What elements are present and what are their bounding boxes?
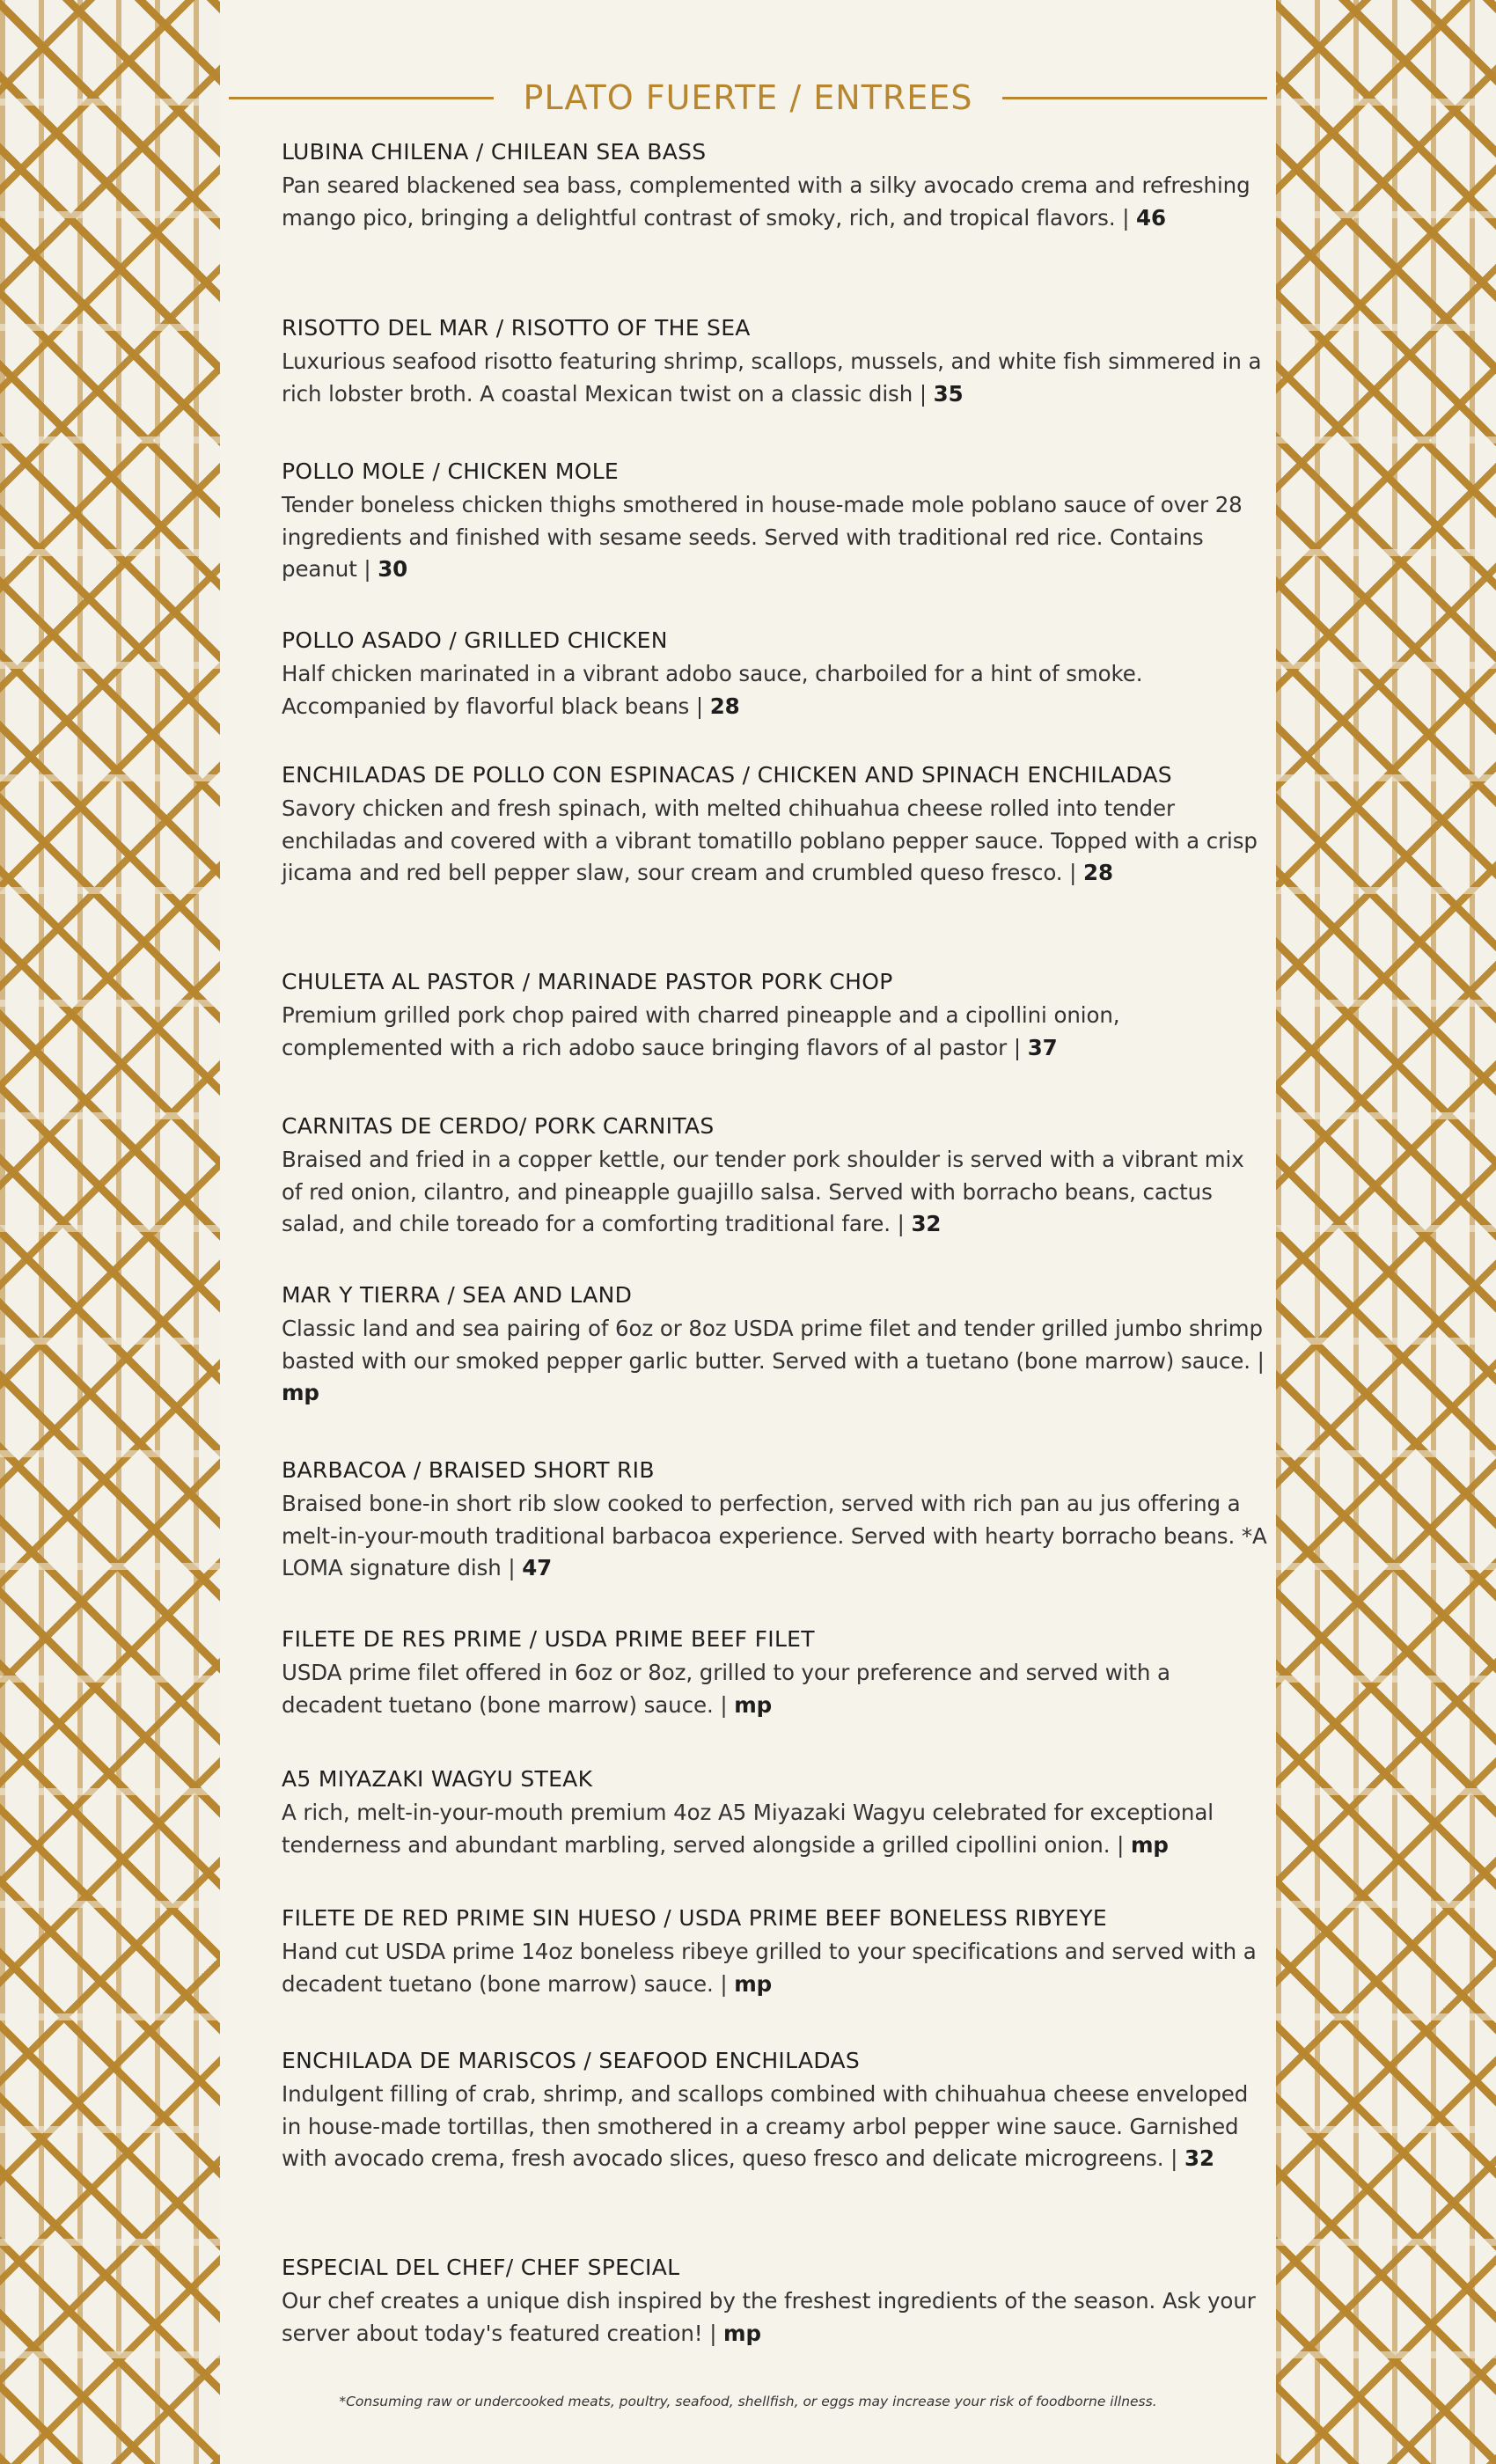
menu-item-description: [282, 658, 1267, 722]
menu-item-price: mp: [723, 2320, 761, 2346]
menu-item-title: CHULETA AL PASTOR / MARINADE PASTOR PORK CHOP: [282, 969, 893, 994]
description-text: Premium grilled pork chop paired with charred pineapple and a cipollini onion, complemented with a rich adobo sauce bringing flavors of al pastor |: [282, 1002, 1120, 1060]
description-text: Pan seared blackened sea bass, complemented with a silky avocado crema and refreshing mango pico, bringing a delightful contrast of smoky, rich, and tropical flavors. |: [282, 172, 1250, 231]
menu-item: [282, 1455, 1267, 1585]
right-decorative-pattern: [1276, 0, 1496, 2464]
description-text: Our chef creates a unique dish inspired by the freshest ingredients of the season. Ask your server about today's featured creation! |: [282, 2288, 1256, 2346]
menu-item-title: ESPECIAL DEL CHEF/ CHEF SPECIAL: [282, 2255, 680, 2280]
health-disclaimer: *Consuming raw or undercooked meats, poultry, seafood, shellfish, or eggs may increase your risk of foodborne illness.: [339, 2394, 1157, 2409]
menu-item-title: A5 MIYAZAKI WAGYU STEAK: [282, 1766, 593, 1792]
menu-item: [282, 2252, 1267, 2350]
menu-item-description: [282, 489, 1267, 586]
menu-item-price: 46: [1136, 204, 1166, 231]
menu-item-price: 28: [1083, 860, 1113, 885]
menu-item-title: CARNITAS DE CERDO/ PORK CARNITAS: [282, 1113, 715, 1139]
menu-item-description: [282, 170, 1267, 234]
menu-item-description: [282, 346, 1267, 410]
menu-item-title: MAR Y TIERRA / SEA AND LAND: [282, 1282, 633, 1308]
menu-item-description: [282, 2079, 1267, 2175]
menu-item-title: LUBINA CHILENA / CHILEAN SEA BASS: [282, 139, 707, 165]
section-title: PLATO FUERTE / ENTREES: [523, 78, 973, 117]
menu-item-description: [282, 2285, 1267, 2350]
menu-item-price: 47: [522, 1555, 553, 1580]
menu-item: [282, 136, 1267, 234]
menu-item: [282, 625, 1267, 722]
menu-item-description: [282, 1657, 1267, 1721]
menu-item-price: mp: [282, 1380, 319, 1405]
menu-item-description: [282, 1488, 1267, 1585]
menu-item-description: [282, 793, 1267, 890]
description-text: Braised and fried in a copper kettle, our tender pork shoulder is served with a vibrant mix of red onion, cilantro, and pineapple guajillo salsa. Served with borracho beans, cactus salad, and chile toreado for a comforting traditional fare. |: [282, 1147, 1244, 1236]
menu-item-title: BARBACOA / BRAISED SHORT RIB: [282, 1457, 655, 1483]
menu-item: [282, 966, 1267, 1064]
menu-item: [282, 456, 1267, 586]
description-text: Classic land and sea pairing of 6oz or 8oz USDA prime filet and tender grilled jumbo shrimp basted with our smoked pepper garlic butter. Served with a tuetano (bone marrow) sauce. |: [282, 1316, 1265, 1374]
menu-item: [282, 1903, 1267, 2000]
menu-item-price: mp: [734, 1691, 773, 1718]
menu-item-title: RISOTTO DEL MAR / RISOTTO OF THE SEA: [282, 315, 751, 341]
left-decorative-pattern: [0, 0, 220, 2464]
menu-item: [282, 759, 1267, 890]
menu-item-description: [282, 1936, 1267, 2000]
menu-page: [220, 0, 1276, 2464]
menu-item-title: ENCHILADAS DE POLLO CON ESPINACAS / CHICKEN AND SPINACH ENCHILADAS: [282, 762, 1172, 788]
menu-item: [282, 2045, 1267, 2175]
menu-item-price: 30: [378, 556, 408, 582]
menu-item-price: 37: [1027, 1034, 1058, 1060]
description-text: Savory chicken and fresh spinach, with melted chihuahua cheese rolled into tender enchiladas and covered with a vibrant tomatillo poblano pepper sauce. Topped with a crisp jicama and red bell pepper slaw, sour cream and crumbled queso fresco. |: [282, 796, 1258, 885]
section-header: [229, 76, 1267, 120]
menu-item-price: 28: [709, 693, 740, 719]
menu-item: [282, 1764, 1267, 1861]
menu-item-price: mp: [734, 1970, 773, 1997]
description-text: Luxurious seafood risotto featuring shrimp, scallops, mussels, and white fish simmered in a rich lobster broth. A coastal Mexican twist on a classic dish |: [282, 348, 1262, 407]
description-text: USDA prime filet offered in 6oz or 8oz, grilled to your preference and served with a decadent tuetano (bone marrow) sauce. |: [282, 1660, 1170, 1718]
menu-item-title: ENCHILADA DE MARISCOS / SEAFOOD ENCHILADAS: [282, 2048, 860, 2073]
menu-item-description: [282, 1797, 1267, 1861]
menu-item-price: 32: [1184, 2145, 1214, 2171]
menu-item: [282, 1624, 1267, 1721]
menu-item-price: mp: [1130, 1831, 1169, 1858]
header-rule-left: [229, 97, 494, 99]
menu-item: [282, 1280, 1267, 1410]
description-text: Indulgent filling of crab, shrimp, and scallops combined with chihuahua cheese enveloped in house-made tortillas, then smothered in a creamy arbol pepper wine sauce. Garnished with avocado crema, fresh avocado slices, queso fresco and delicate microgreens. |: [282, 2081, 1249, 2171]
menu-item: [282, 312, 1267, 410]
menu-item-title: POLLO MOLE / CHICKEN MOLE: [282, 458, 620, 484]
description-text: Hand cut USDA prime 14oz boneless ribeye grilled to your specifications and served with a decadent tuetano (bone marrow) sauce. |: [282, 1939, 1257, 1997]
description-text: A rich, melt-in-your-mouth premium 4oz A5 Miyazaki Wagyu celebrated for exceptional tenderness and abundant marbling, served alongside a grilled cipollini onion. |: [282, 1800, 1214, 1858]
header-rule-right: [1002, 97, 1267, 99]
description-text: Half chicken marinated in a vibrant adobo sauce, charboiled for a hint of smoke. Accompanied by flavorful black beans |: [282, 661, 1143, 719]
description-text: Braised bone-in short rib slow cooked to perfection, served with rich pan au jus offering a melt-in-your-mouth traditional barbacoa experience. Served with hearty borracho beans. *A LOMA signature dish |: [282, 1491, 1267, 1580]
menu-item-description: [282, 1144, 1267, 1241]
menu-item-description: [282, 1313, 1267, 1410]
menu-item-description: [282, 1000, 1267, 1064]
menu-item-title: FILETE DE RED PRIME SIN HUESO / USDA PRIME BEEF BONELESS RIBYEYE: [282, 1905, 1108, 1931]
menu-item-title: FILETE DE RES PRIME / USDA PRIME BEEF FILET: [282, 1626, 815, 1652]
menu-item-title: POLLO ASADO / GRILLED CHICKEN: [282, 627, 668, 653]
description-text: Tender boneless chicken thighs smothered in house-made mole poblano sauce of over 28 ingredients and finished with sesame seeds. Served with traditional red rice. Contains peanut |: [282, 492, 1243, 582]
menu-item-price: 32: [911, 1211, 942, 1236]
menu-item-price: 35: [933, 380, 964, 407]
menu-item: [282, 1111, 1267, 1241]
